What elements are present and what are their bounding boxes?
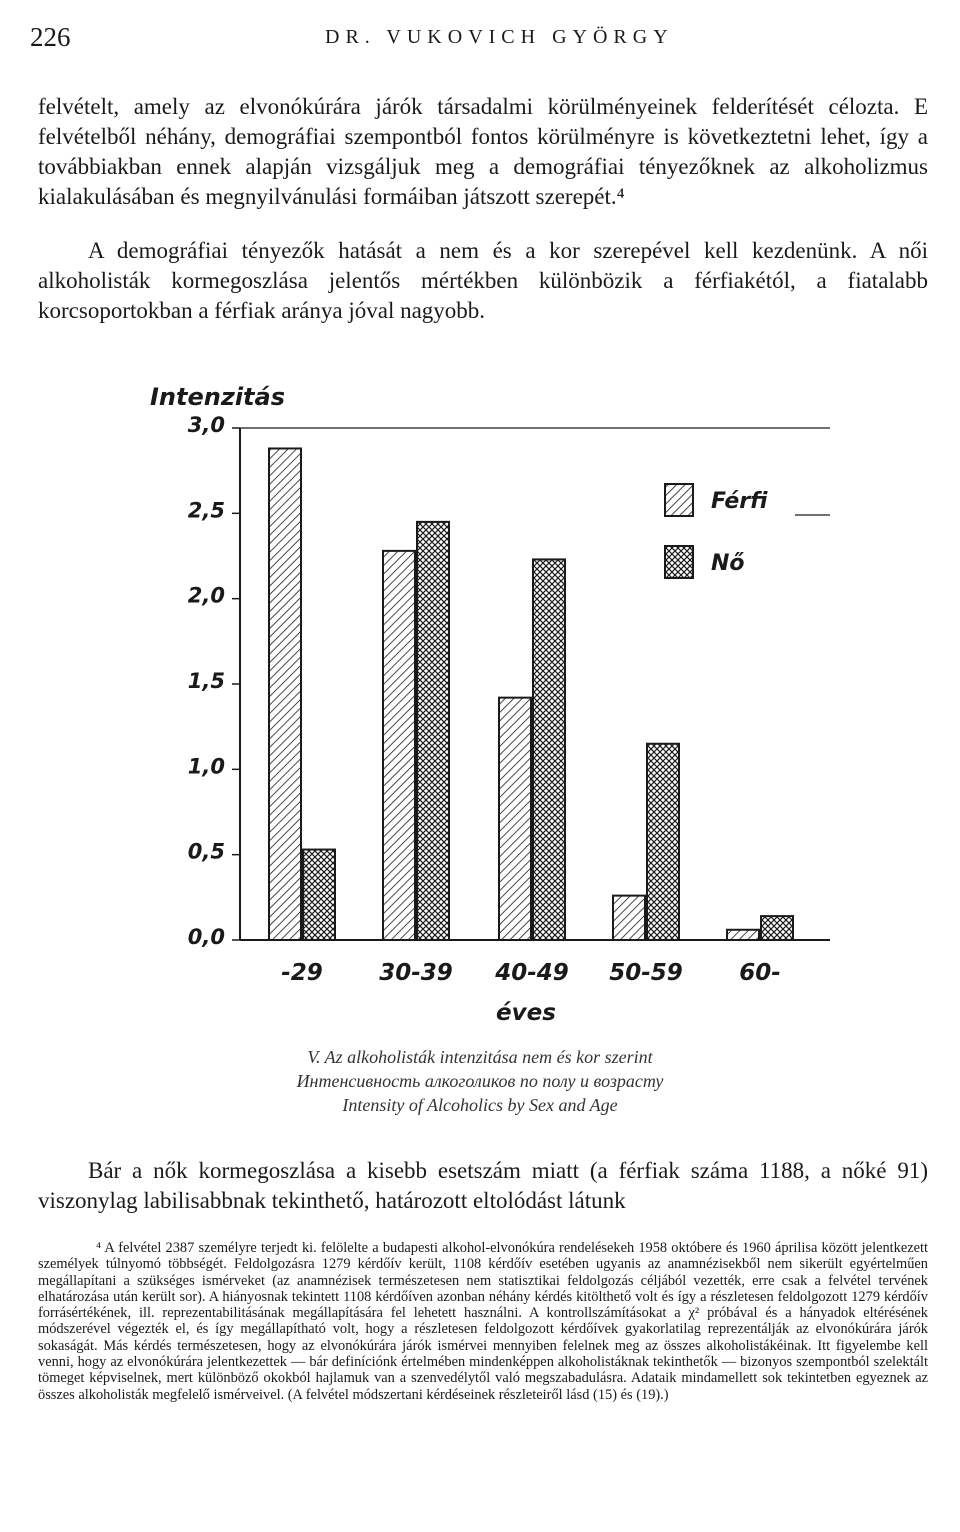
x-tick-label: 40-49 [495,960,569,986]
y-axis-title: Intenzitás [150,383,285,411]
bar-no-2 [533,559,565,940]
caption-hungarian: V. Az alkoholisták intenzitása nem és kor szerint [307,1047,653,1067]
y-tick-label: 2,5 [187,498,225,523]
paragraph-3: Bár a nők kormegoszlása a kisebb esetszám miatt (a férfiak száma 1188, a nőké 91) viszonylag labilisabbnak tekinthető, határozott eltolódást látunk [38,1158,928,1213]
x-tick-label: 30-39 [379,960,453,986]
bar-no-1 [417,522,449,940]
y-tick-label: 1,5 [187,669,225,693]
y-tick-label: 2,0 [187,583,225,608]
bar-ferfi-0 [269,448,301,940]
footnote-4: ⁴ A felvétel 2387 személyre terjedt ki. felölelte a budapesti alkohol-elvonókúra rendelésekeh 1958 októbere és 1960 áprilisa között jelentkezett személyek túlnyomó többségét. Feldolgozásra 1279 kérdőív került, 1108 kérdőív esetében ugyanis az anamnézisekből nem sikerült egyértelműen megállapítani a szükséges ismérveket (az anamnézisek természetesen nem statisztikai feldolgozás céljából vezették, erre csak a felvétel tervének elhatározása után került sor). A hiányosnak tekintett 1108 kérdőíven azonban néhány kérdés kitölthető volt és így a részletesen feldolgozott 1279 kérdőív forrásértékének, ill. reprezentabilitásának megállapítására fel lehetett használni. A kontrollszámításokat a χ² próbával és a hányadok eltérésének módszerével végezték el, és így megállapítható volt, hogy a részletesen feldolgozott kérdőívek gyakorlatilag reprezentálják az elvonókúrára járók sokaságát. Más kérdés természetesen, hogy az elvonókúrára járók ismérvei mennyiben felelnek meg az összes alkoholistákéinak. Itt figyelembe kell venni, hogy az elvonókúrára jelentkezettek — bár definíciónk értelmében mindenképpen alkoholistáknak tekinthetők — bizonyos szempontból szelektált tömeget képviselnek, mert különböző okokból hajlamuk van a szenvedélytől való megszabadulásra. Adataik mindamellett sok tekintetben egyeznek az összes alkoholisták megfelelő ismérveivel. (A felvétel módszertani kérdéseinek részleteiről lásd (15) és (19).) [38,1240,928,1403]
legend-label-ferfi: Férfi [711,489,768,514]
y-tick-label: 3,0 [187,413,225,437]
bar-no-3 [647,744,679,940]
caption-english: Intensity of Alcoholics by Sex and Age [342,1095,618,1115]
figure-caption [0,1045,960,1117]
bar-no-4 [761,916,793,940]
legend-swatch-ferfi [665,484,693,516]
bar-no-0 [303,850,335,940]
legend-swatch-no [665,546,693,578]
y-tick-label: 1,0 [187,754,225,779]
legend-label-no: Nő [711,551,745,576]
bar-ferfi-4 [727,930,759,940]
x-axis-title: éves [496,1000,556,1026]
bar-ferfi-3 [613,896,645,940]
running-header [30,22,930,62]
bar-ferfi-1 [383,551,415,940]
paragraph-1: felvételt, amely az elvonókúrára járók társadalmi körülményeinek felderítését célozta. E felvételből néhány, demográfiai szempontból fontos körülményre is következtetni lehet, így a továbbiakban ennek alapján vizsgáljuk meg a demográfiai tényezőknek az alkoholizmus kialakulásában és megnyilvánulási formáiban játszott szerepét.⁴ [38,94,928,209]
x-tick-label: -29 [281,960,323,986]
bar-chart [0,380,960,1040]
caption-russian: Интенсивность алкоголиков по полу и возрасту [296,1071,664,1091]
paragraph-2: A demográfiai tényezők hatását a nem és a kor szerepével kell kezdenünk. A női alkoholisták kormegoszlása jelentős mértékben különbözik a férfiakétól, a fiatalabb korcsoportokban a férfiak aránya jóval nagyobb. [38,238,928,323]
y-tick-label: 0,5 [187,839,225,864]
figure [0,380,960,1040]
x-tick-label: 60- [739,960,781,986]
y-tick-label: 0,0 [187,925,225,949]
running-head-author: DR. VUKOVICH GYÖRGY [325,26,674,48]
bar-ferfi-2 [499,698,531,940]
page-number: 226 [30,22,71,52]
x-tick-label: 50-59 [609,960,683,986]
